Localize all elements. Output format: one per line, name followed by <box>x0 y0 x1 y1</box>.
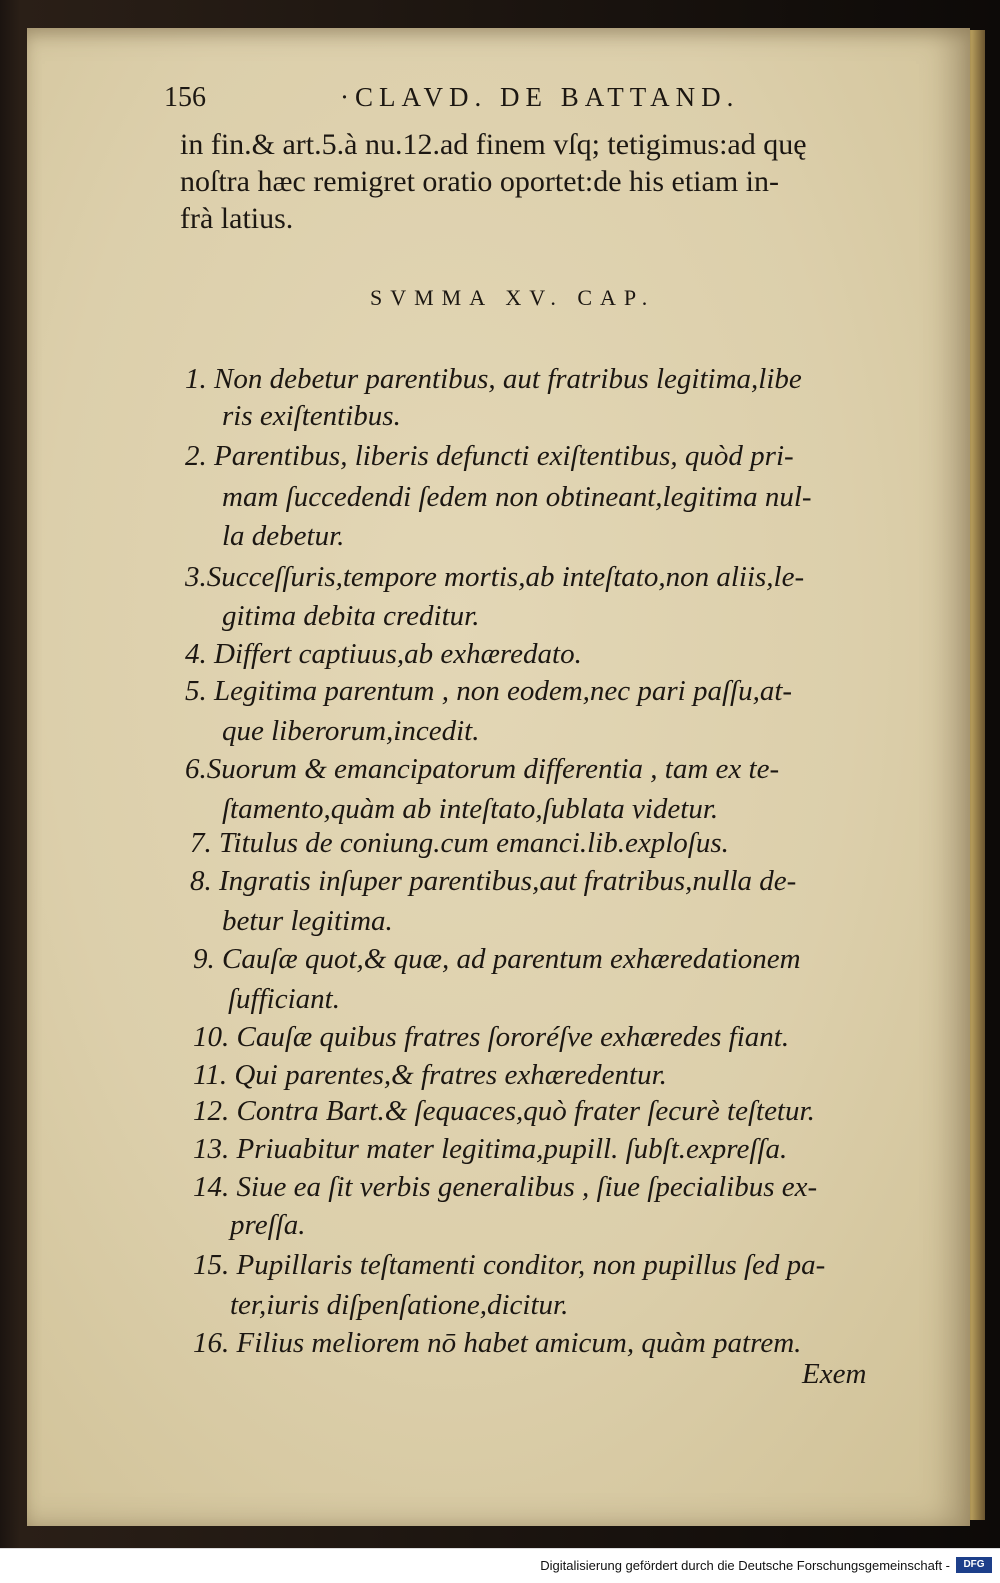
intro-line: in fin.& art.5.à nu.12.ad finem vſq; tetigimus:ad quę <box>180 128 807 161</box>
summary-item-continuation: betur legitima. <box>222 905 393 937</box>
summary-item-continuation: mam ſuccedendi ſedem non obtineant,legitima nul- <box>222 481 812 513</box>
summary-item: 4. Differt captiuus,ab exhæredato. <box>185 638 582 670</box>
footer-text: Digitalisierung gefördert durch die Deutsche Forschungsgemeinschaft - <box>540 1558 950 1573</box>
dfg-logo: DFG <box>956 1557 992 1573</box>
catchword: Exem <box>802 1358 867 1390</box>
summary-item: 9. Cauſæ quot,& quæ, ad parentum exhæredationem <box>193 943 801 975</box>
summary-item: 3.Succeſſuris,tempore mortis,ab inteſtato,non aliis,le- <box>185 561 805 593</box>
summary-item: 1. Non debetur parentibus, aut fratribus legitima,libe <box>185 363 802 395</box>
summary-item-continuation: gitima debita creditur. <box>222 600 480 632</box>
summary-item: 8. Ingratis inſuper parentibus,aut fratribus,nulla de- <box>190 865 797 897</box>
summary-item: 5. Legitima parentum , non eodem,nec pari paſſu,at- <box>185 675 793 707</box>
intro-line: frà latius. <box>180 202 294 235</box>
summa-heading: SVMMA XV. CAP. <box>370 285 656 310</box>
intro-line: noſtra hæc remigret oratio oportet:de his etiam in- <box>180 165 779 198</box>
summary-item: 16. Filius meliorem nō habet amicum, quàm patrem. <box>193 1327 802 1359</box>
summary-item-continuation: ſtamento,quàm ab inteſtato,ſublata videtur. <box>222 793 719 825</box>
summary-item: 10. Cauſæ quibus fratres ſororéſve exhæredes fiant. <box>193 1021 790 1053</box>
summary-item-continuation: ſufficiant. <box>228 983 340 1015</box>
summary-item: 15. Pupillaris teſtamenti conditor, non pupillus ſed pa- <box>193 1249 826 1281</box>
summary-item: 13. Priuabitur mater legitima,pupill. ſubſt.expreſſa. <box>193 1133 788 1165</box>
summary-item-continuation: la debetur. <box>222 520 345 552</box>
summary-item: 11. Qui parentes,& fratres exhæredentur. <box>193 1059 667 1091</box>
summary-item: 12. Contra Bart.& ſequaces,quò frater ſecurè teſtetur. <box>193 1095 815 1127</box>
summary-item: 6.Suorum & emancipatorum differentia , tam ex te- <box>185 753 780 785</box>
summary-item: 14. Siue ea ſit verbis generalibus , ſiue ſpecialibus ex- <box>193 1171 818 1203</box>
running-head: ·CLAVD. DE BATTAND. <box>340 82 740 112</box>
summary-item-continuation: que liberorum,incedit. <box>222 715 480 747</box>
summary-item-continuation: ris exiſtentibus. <box>222 400 401 432</box>
digitization-footer <box>0 1548 1000 1583</box>
summary-item: 2. Parentibus, liberis defuncti exiſtentibus, quòd pri- <box>185 440 794 472</box>
summary-item-continuation: preſſa. <box>230 1209 306 1241</box>
summary-item: 7. Titulus de coniung.cum emanci.lib.exploſus. <box>190 827 729 859</box>
page-number: 156 <box>164 82 206 113</box>
summary-item-continuation: ter,iuris diſpenſatione,dicitur. <box>230 1289 569 1321</box>
